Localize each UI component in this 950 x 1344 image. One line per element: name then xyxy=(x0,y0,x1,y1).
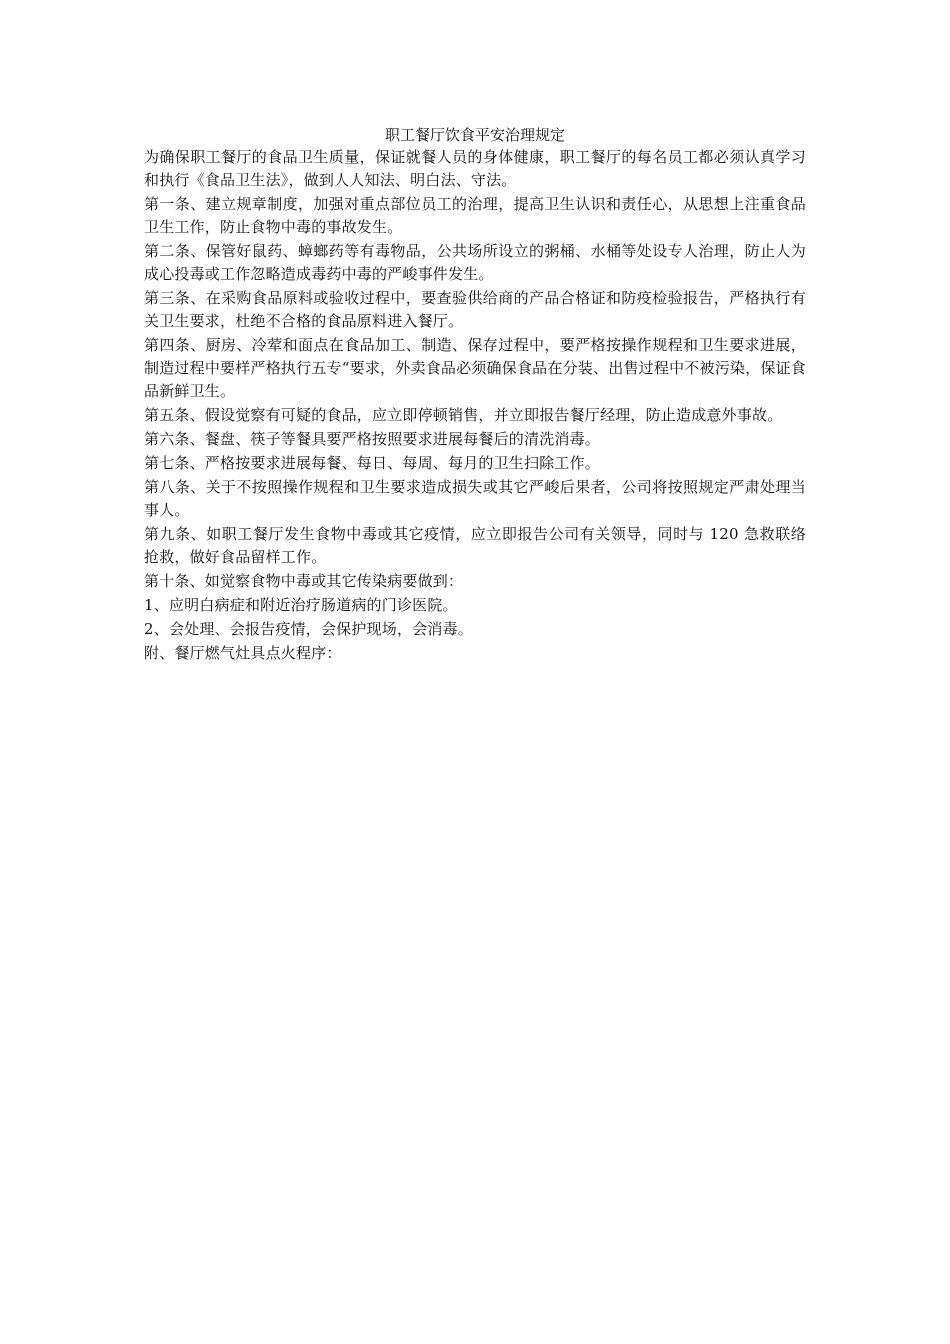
intro-paragraph: 为确保职工餐厅的食品卫生质量，保证就餐人员的身体健康，职工餐厅的每名员工都必须认真学习和执行《食品卫生法》，做到人人知法、明白法、守法。 xyxy=(144,148,806,189)
document-page xyxy=(144,124,806,666)
article-4: 第四条、厨房、冷荤和面点在食品加工、制造、保存过程中，要严格按操作规程和卫生要求进展，制造过程中要样严格执行五专“要求，外卖食品必须确保食品在分装、出售过程中不被污染，保证食品新鲜卫生。 xyxy=(144,336,806,400)
appendix-heading: 附、餐厅燃气灶具点火程序： xyxy=(144,644,342,662)
article-7: 第七条、严格按要求进展每餐、每日、每周、每月的卫生扫除工作。 xyxy=(144,454,601,472)
article-8: 第八条、关于不按照操作规程和卫生要求造成损失或其它严峻后果者，公司将按照规定严肃处理当事人。 xyxy=(144,478,806,519)
article-5: 第五条、假设觉察有可疑的食品，应立即停顿销售，并立即报告餐厅经理，防止造成意外事故。 xyxy=(144,406,783,424)
article-2: 第二条、保管好鼠药、蟑螂药等有毒物品，公共场所设立的粥桶、水桶等处设专人治理，防止人为成心投毒或工作忽略造成毒药中毒的严峻事件发生。 xyxy=(144,242,806,283)
article-1: 第一条、建立规章制度，加强对重点部位员工的治理，提高卫生认识和责任心，从思想上注重食品卫生工作，防止食物中毒的事故发生。 xyxy=(144,195,806,236)
article-10: 第十条、如觉察食物中毒或其它传染病要做到： xyxy=(144,572,464,590)
document-title: 职工餐厅饮食平安治理规定 xyxy=(384,126,565,144)
article-3: 第三条、在采购食品原料或验收过程中，要查验供给商的产品合格证和防疫检验报告，严格执行有关卫生要求，杜绝不合格的食品原料进入餐厅。 xyxy=(144,289,806,330)
article-6: 第六条、餐盘、筷子等餐具要严格按照要求进展每餐后的清洗消毒。 xyxy=(144,430,601,448)
list-item-2: 2、会处理、会报告疫情，会保护现场，会消毒。 xyxy=(144,620,473,638)
list-item-1: 1、应明白病症和附近治疗肠道病的门诊医院。 xyxy=(144,596,458,614)
article-9: 第九条、如职工餐厅发生食物中毒或其它疫情，应立即报告公司有关领导，同时与 120 急救联络抢救，做好食品留样工作。 xyxy=(144,525,806,566)
